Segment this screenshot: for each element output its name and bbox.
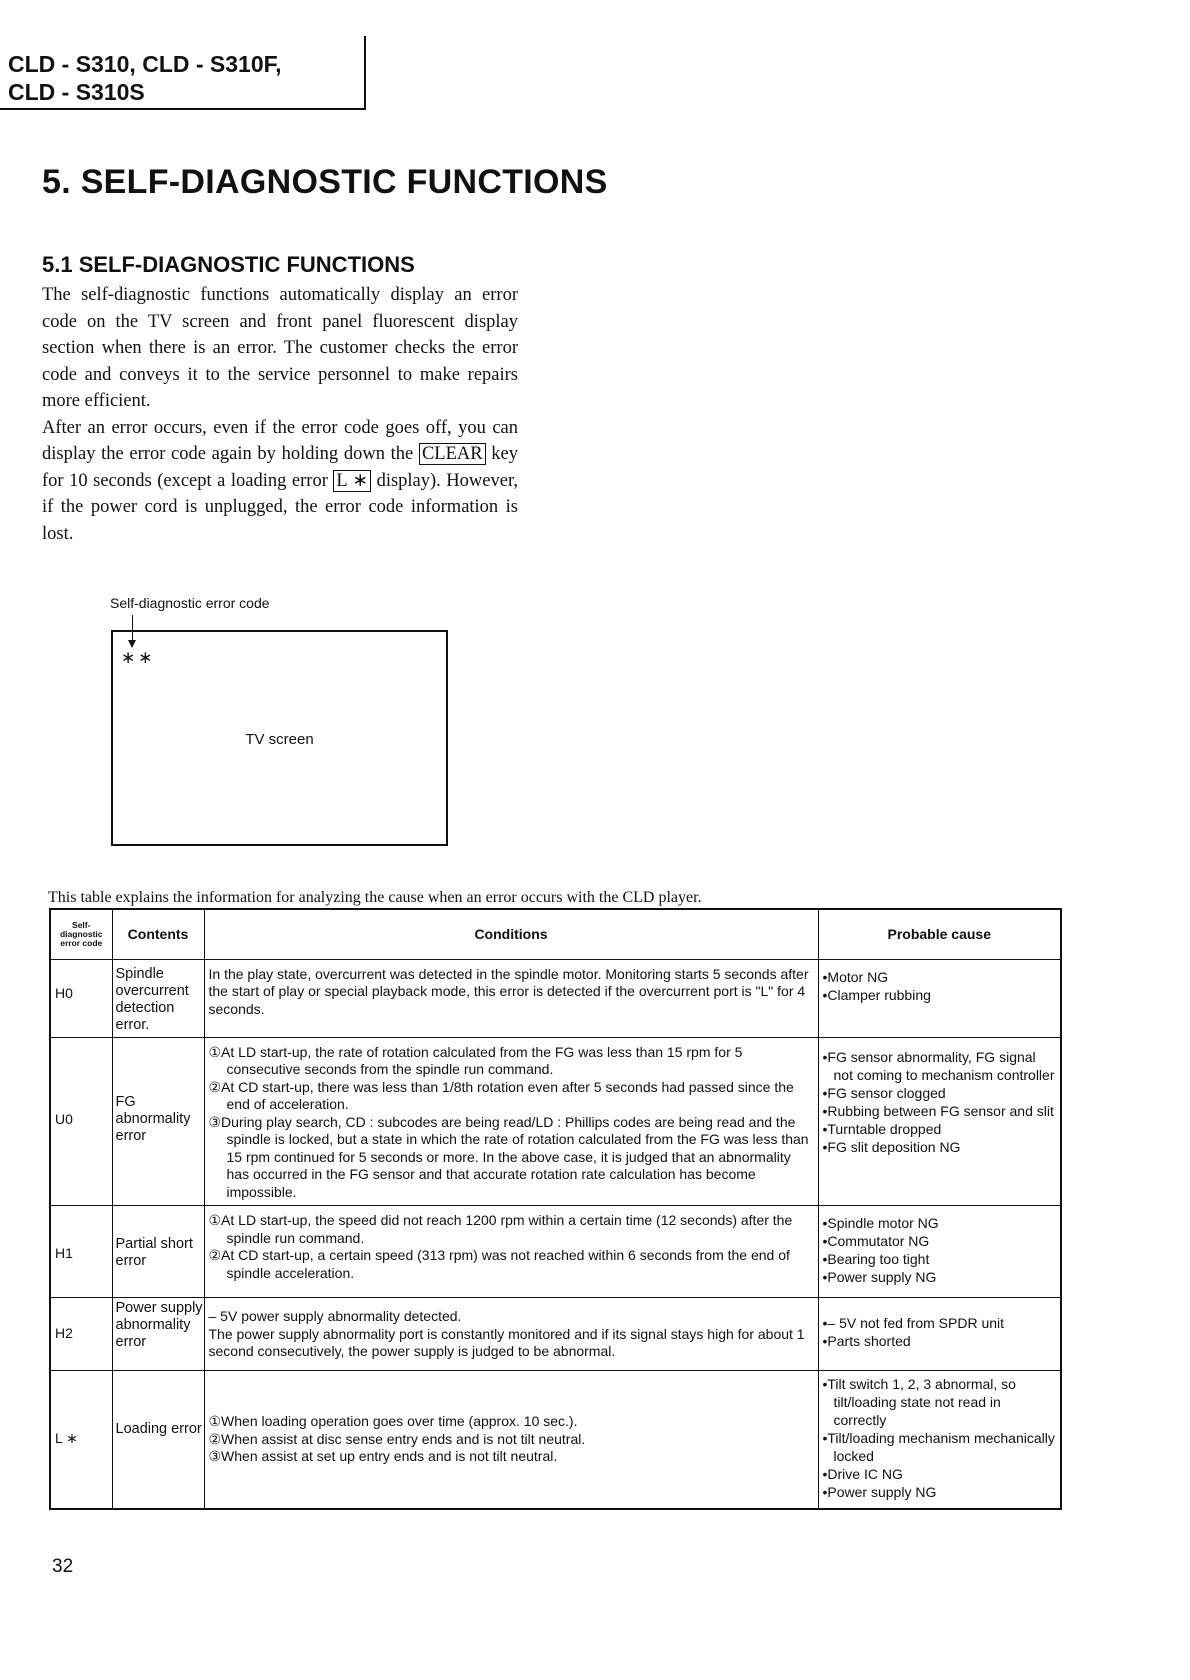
row-code: H2: [50, 1298, 112, 1371]
condition-item: ②At CD start-up, there was less than 1/8th rotation even after 5 seconds had passed since the end of acceleration.: [208, 1078, 794, 1112]
tv-screen-label: TV screen: [245, 731, 314, 748]
row-causes: [818, 1206, 1061, 1298]
model-line-2: CLD - S310S: [8, 79, 145, 105]
header-probable-cause: Probable cause: [818, 909, 1061, 959]
intro-text: [42, 282, 518, 547]
row-contents: FG abnormality error: [112, 1037, 204, 1206]
header-conditions: Conditions: [204, 909, 818, 959]
condition-item: ③When assist at set up entry ends and is not tilt neutral.: [208, 1448, 558, 1464]
row-causes: [818, 1037, 1061, 1206]
error-code-callout-label: Self-diagnostic error code: [110, 595, 270, 611]
condition-item: ①At LD start-up, the speed did not reach 1200 rpm within a certain time (12 seconds) after the spindle run command.: [208, 1212, 793, 1246]
condition-item: ②At CD start-up, a certain speed (313 rpm) was not reached within 6 seconds from the end of spindle acceleration.: [208, 1247, 790, 1281]
row-causes: [818, 1371, 1061, 1509]
row-contents: Partial short error: [112, 1206, 204, 1298]
row-contents: Spindle overcurrent detection error.: [112, 959, 204, 1037]
table-row-loading: [50, 1371, 1061, 1509]
cause-item: •FG slit deposition NG: [822, 1138, 961, 1155]
condition-item: ①At LD start-up, the rate of rotation calculated from the FG was less than 15 rpm for 5 consecutive seconds from the spindle run command.: [208, 1043, 743, 1077]
row-code: U0: [50, 1037, 112, 1206]
cause-item: •– 5V not fed from SPDR unit: [822, 1315, 1005, 1331]
para2-after: display). However, if the power cord is unplugged, the error code information is lost.: [42, 470, 518, 544]
condition-text: The power supply abnormality port is constantly monitored and if its signal stays high for about 1 second consecutively, the power supply is judged to be abnormal.: [208, 1325, 805, 1359]
cause-item: •Commutator NG: [822, 1233, 930, 1249]
row-contents: Loading error: [112, 1371, 204, 1509]
subsection-title: 5.1 SELF-DIAGNOSTIC FUNCTIONS: [42, 252, 415, 277]
row-conditions: [204, 1371, 818, 1509]
model-line-1: CLD - S310, CLD - S310F,: [8, 51, 282, 77]
para2-before-key: After an error occurs, even if the error code goes off, you can display the error code again by holding down the: [42, 417, 518, 464]
error-code-table: [49, 908, 1062, 1510]
table-row-u0: [50, 1037, 1061, 1206]
row-conditions: [204, 1298, 818, 1371]
table-caption: This table explains the information for analyzing the cause when an error occurs with the CLD player.: [48, 889, 702, 906]
condition-text: – 5V power supply abnormality detected.: [208, 1308, 462, 1324]
table-row-h2: [50, 1298, 1061, 1371]
row-conditions: [204, 1037, 818, 1206]
condition-item: ②When assist at disc sense entry ends and is not tilt neutral.: [208, 1430, 586, 1447]
header-code: Self-diagnostic error code: [50, 909, 112, 959]
row-causes: [818, 959, 1061, 1037]
cause-item: •Tilt/loading mechanism mechanically locked: [822, 1430, 1055, 1464]
model-header-box: [0, 36, 366, 110]
row-code: L ∗: [50, 1371, 112, 1509]
cause-item: •Clamper rubbing: [822, 986, 931, 1003]
tv-screen-diagram: [111, 630, 448, 846]
cause-item: •Spindle motor NG: [822, 1215, 939, 1231]
cause-item: •Turntable dropped: [822, 1120, 942, 1137]
header-contents: Contents: [112, 909, 204, 959]
cause-item: •Motor NG: [822, 968, 889, 985]
section-title: 5. SELF-DIAGNOSTIC FUNCTIONS: [42, 163, 608, 201]
table-row-h1: [50, 1206, 1061, 1298]
cause-item: •Drive IC NG: [822, 1466, 903, 1482]
cause-item: •Rubbing between FG sensor and slit: [822, 1102, 1054, 1119]
row-conditions: [204, 1206, 818, 1298]
table-header-row: [50, 909, 1061, 959]
intro-paragraph-2: [42, 415, 518, 548]
row-conditions: [204, 959, 818, 1037]
clear-key-label: CLEAR: [419, 443, 486, 465]
cause-item: •Power supply NG: [822, 1484, 937, 1500]
loading-error-key-label: L ∗: [333, 470, 371, 492]
cause-item: •Bearing too tight: [822, 1251, 930, 1267]
intro-paragraph-1: The self-diagnostic functions automatically display an error code on the TV screen and front panel fluorescent display section when there is an error. The customer checks the error code and conveys it to the service personnel to make repairs more efficient.: [42, 285, 518, 411]
condition-text: In the play state, overcurrent was detected in the spindle motor. Monitoring starts 5 seconds after the start of play or special playback mode, this error is detected if the overcurrent port is "L" for 4 seconds.: [208, 965, 809, 1017]
cause-item: •FG sensor abnormality, FG signal not coming to mechanism controller: [822, 1048, 1055, 1083]
condition-item: ③During play search, CD : subcodes are being read/LD : Phillips codes are being read and the spindle is locked, but a state in which the rate of rotation calculated from the FG was less than 15 rpm continued for 5 seconds or more. In the above case, it is judged that an abnormality has occurred in the FG sensor and that accurate rotation rate calculation has become impossible.: [208, 1113, 809, 1200]
row-contents: Power supply abnormality error: [112, 1298, 204, 1371]
cause-item: •Tilt switch 1, 2, 3 abnormal, so tilt/loading state not read in correctly: [822, 1376, 1016, 1428]
row-causes: [818, 1298, 1061, 1371]
cause-item: •Power supply NG: [822, 1269, 937, 1285]
cause-item: •FG sensor clogged: [822, 1084, 946, 1101]
row-code: H1: [50, 1206, 112, 1298]
cause-item: •Parts shorted: [822, 1333, 911, 1349]
table-row-h0: [50, 959, 1061, 1037]
tv-error-code: ∗∗: [121, 648, 156, 667]
para2-mid: key for 10 seconds (except a loading error: [42, 444, 519, 491]
row-code: H0: [50, 959, 112, 1037]
condition-item: ①When loading operation goes over time (approx. 10 sec.).: [208, 1413, 578, 1429]
page-number: 32: [52, 1556, 74, 1577]
